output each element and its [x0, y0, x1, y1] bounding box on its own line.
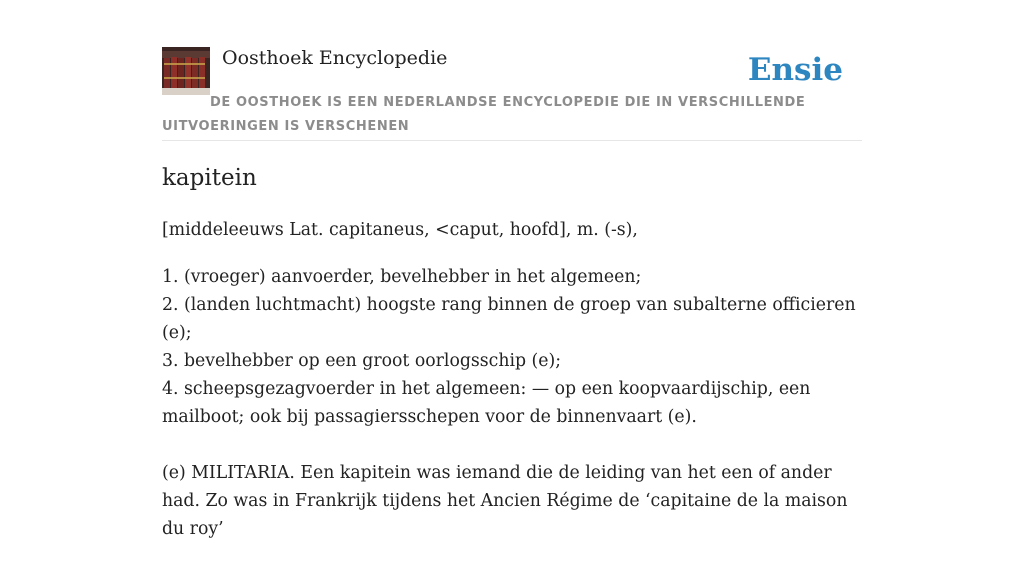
definition-item: 1. (vroeger) aanvoerder, bevelhebber in het algemeen; [162, 267, 642, 287]
definition-item: 3. bevelhebber op een groot oorlogsschip (e); [162, 351, 562, 371]
site-tagline: DE OOSTHOEK IS EEN NEDERLANDSE ENCYCLOPEDIE DIE IN VERSCHILLENDE UITVOERINGEN IS VERSCHENEN [162, 95, 806, 134]
militaria-paragraph: (e) MILITARIA. Een kapitein was iemand die de leiding van het een of ander had. Zo was in Frankrijk tijdens het Ancien Régime de ‘capitaine de la maison du roy’ [162, 463, 848, 539]
definition-item: 2. (landen luchtmacht) hoogste rang binnen de groep van subalterne officieren (e); [162, 295, 856, 343]
encyclopedia-books-avatar[interactable] [162, 47, 210, 95]
etymology: [middeleeuws Lat. capitaneus, <caput, hoofd], m. (-s), [162, 220, 638, 240]
definitions-list [162, 263, 862, 431]
site-header [162, 40, 862, 141]
ensie-logo-link[interactable]: Ensie [747, 52, 843, 88]
definition-item: 4. scheepsgezagvoerder in het algemeen: — op een koopvaardijschip, een mailboot; ook bij passagiersschepen voor de binnenvaart (e). [162, 379, 811, 427]
article-body [162, 216, 862, 562]
article-title: kapitein [162, 165, 257, 191]
site-name-link[interactable]: Oosthoek Encyclopedie [222, 47, 448, 69]
books-icon [162, 47, 210, 95]
